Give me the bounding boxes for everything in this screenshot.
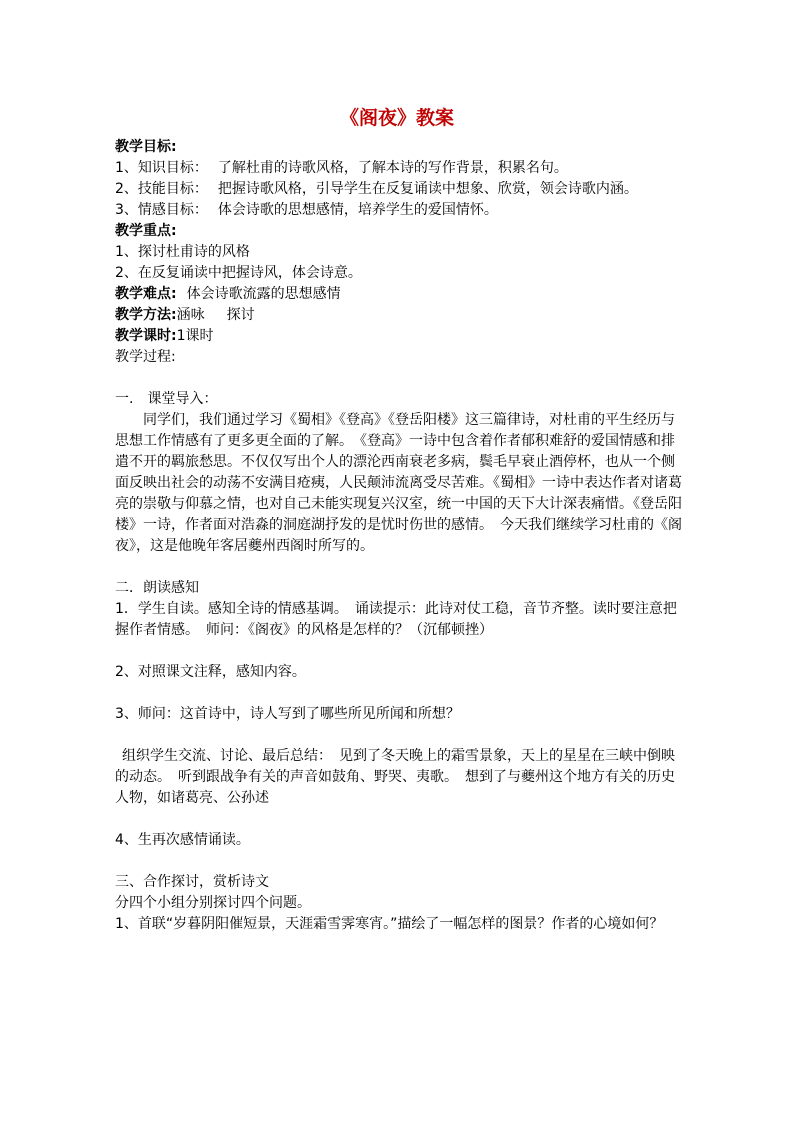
objectives-heading: 教学目标: bbox=[115, 139, 177, 155]
section3-item-1: 1、首联“岁暮阴阳催短景，天涯霜雪霁寒宵。”描绘了一幅怎样的图景？作者的心境如何？ bbox=[115, 916, 664, 932]
objective-item bbox=[115, 179, 685, 200]
key-point-item: 1、探讨杜甫诗的风格 bbox=[115, 244, 250, 260]
objective-item bbox=[115, 200, 685, 221]
methods-heading: 教学方法: bbox=[115, 307, 177, 323]
section3-intro: 分四个小组分别探讨四个问题。 bbox=[115, 895, 311, 911]
section3-heading: 三、合作探讨，赏析诗文 bbox=[115, 874, 269, 890]
section1-heading: 一. 课堂导入： bbox=[115, 391, 218, 407]
difficulty-text: 体会诗歌流露的思想感情 bbox=[186, 286, 341, 302]
method-2: 探讨 bbox=[226, 307, 255, 323]
key-points-heading: 教学重点: bbox=[115, 223, 177, 239]
hours-line bbox=[115, 326, 685, 347]
difficulty-line bbox=[115, 284, 685, 305]
objective-text: 体会诗歌的思想感情，培养学生的爱国情怀。 bbox=[217, 202, 498, 218]
objective-text: 了解杜甫的诗歌风格，了解本诗的写作背景，积累名句。 bbox=[217, 160, 568, 176]
methods-line bbox=[115, 305, 685, 326]
objective-label: 2、技能目标： bbox=[115, 181, 208, 197]
key-point-item: 2、在反复诵读中把握诗风，体会诗意。 bbox=[115, 265, 362, 281]
objective-label: 3、情感目标： bbox=[115, 202, 208, 218]
objective-text: 把握诗歌风格，引导学生在反复诵读中想象、欣赏，领会诗歌内涵。 bbox=[217, 181, 638, 197]
hours-text: 1课时 bbox=[176, 328, 214, 344]
method-1: 涵咏 bbox=[176, 307, 205, 323]
objective-label: 1、知识目标： bbox=[115, 160, 208, 176]
section1-paragraph: 同学们，我们通过学习《蜀相》《登高》《登岳阳楼》这三篇律诗，对杜甫的平生经历与思想工作情感有了更多更全面的了解。 《登高》一诗中包含着作者郁积难舒的爱国情感和排遣不开的羁旅愁思。不仅仅写出个人的漂沦西南衰老多病，鬓毛早衰止酒停杯，也从一个侧面反映出社会的动荡不安满目疮痍，人民颠沛流离受尽苦难。《蜀相》一诗中表达作者对诸葛亮的崇敬与仰慕之情，也对自己未能实现复兴汉室，统一中国的天下大计深表痛惜。《登岳阳楼》一诗，作者面对浩淼的洞庭湖抒发的是忧时伤世的感情。 今天我们继续学习杜甫的《阁夜》，这是他晚年客居夔州西阁时所写的。 bbox=[115, 412, 682, 554]
section2-item-1: 1．学生自读。感知全诗的情感基调。 诵读提示：此诗对仗工稳，音节齐整。读时要注意把握作者情感。 师问：《阁夜》的风格是怎样的？（沉郁顿挫） bbox=[115, 601, 677, 638]
process-heading: 教学过程: bbox=[115, 349, 176, 365]
difficulty-heading: 教学难点: bbox=[115, 286, 177, 302]
section2-summary: 组织学生交流、讨论、最后总结： 见到了冬天晚上的霜雪景象，天上的星星在三峡中倒映的动态。 听到跟战争有关的声音如鼓角、野哭、夷歌。 想到了与夔州这个地方有关的历史人物，如诸葛亮、公孙述 bbox=[115, 748, 675, 806]
section2-item-4: 4、生再次感情诵读。 bbox=[115, 832, 250, 848]
document-title: 《阁夜》教案 bbox=[339, 107, 454, 129]
objective-item bbox=[115, 158, 685, 179]
hours-heading: 教学课时: bbox=[115, 328, 177, 344]
document-body bbox=[115, 137, 685, 935]
section2-heading: 二．朗读感知 bbox=[115, 580, 199, 596]
section2-item-3: 3、师问：这首诗中，诗人写到了哪些所见所闻和所想？ bbox=[115, 706, 460, 722]
section2-item-2: 2、对照课文注释，感知内容。 bbox=[115, 664, 306, 680]
